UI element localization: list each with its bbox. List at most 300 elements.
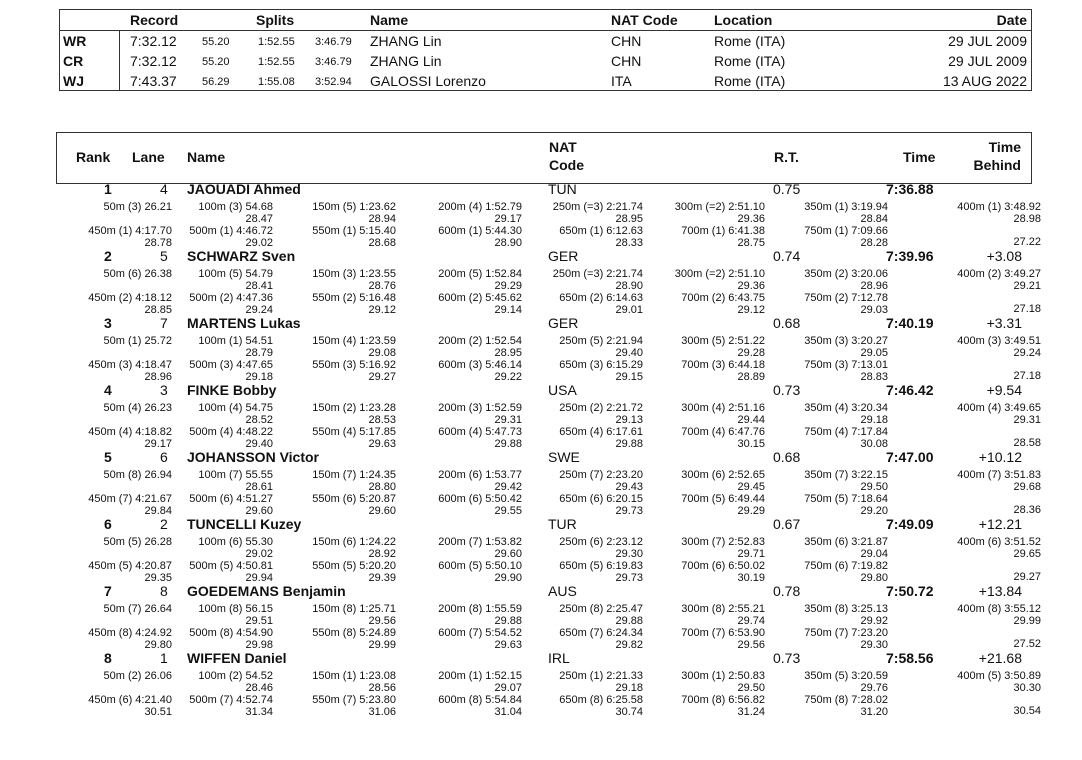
split-time: 50m (5) 26.28 [103,536,172,548]
split-time: 250m (5) 2:21.94 [559,335,643,347]
split-time: 250m (8) 2:25.47 [559,603,643,615]
split-time: 300m (8) 2:55.21 [681,603,765,615]
split-time: 750m (4) 7:17.84 [804,426,888,438]
split-time [1013,426,1041,437]
split-lap: 29.05 [860,347,888,359]
split-cell [88,359,172,383]
athlete-nat: SWE [548,449,580,465]
split-lap: 29.12 [737,304,765,316]
header-nat: NAT [549,139,577,155]
split-time: 50m (3) 26.21 [103,201,172,213]
split-cell [312,560,396,584]
split-cell [438,225,522,249]
split-lap: 28.75 [737,237,765,249]
split-cell [681,469,765,493]
split-lap: 28.96 [144,371,172,383]
athlete-rank: 8 [104,650,112,666]
split-lap: 30.54 [1013,705,1041,717]
split-lap: 28.96 [860,280,888,292]
athlete-time-behind: +10.12 [978,449,1022,465]
athlete-lane: 8 [160,583,168,599]
split-time: 350m (5) 3:20.59 [804,670,888,682]
split-lap: 29.90 [494,572,522,584]
split-lap: 29.35 [144,572,172,584]
athlete-lane: 3 [160,382,168,398]
athlete-time: 7:58.56 [886,650,934,666]
athlete-name: JOHANSSON Victor [187,449,319,465]
split-time: 400m (7) 3:51.83 [957,469,1041,481]
split-lap: 30.08 [860,438,888,450]
split-time: 550m (2) 5:16.48 [312,292,396,304]
athlete-rank: 3 [104,315,112,331]
records-column-divider [119,31,120,91]
split-time: 650m (4) 6:17.61 [559,426,643,438]
athlete-name: SCHWARZ Sven [187,248,296,264]
split-cell [104,335,172,347]
split-cell [681,603,765,627]
split-lap: 29.40 [615,347,643,359]
split-cell [804,335,888,359]
athlete-time: 7:39.96 [886,248,934,264]
split-cell [438,560,522,584]
split-lap: 29.74 [737,615,765,627]
split-cell [88,694,172,718]
split-time: 300m (4) 2:51.16 [681,402,765,414]
split-lap: 29.50 [737,682,765,694]
record-nat: ITA [611,73,632,89]
split-cell [681,292,765,316]
record-date: 29 JUL 2009 [948,53,1027,69]
split-cell [312,359,396,383]
split-cell [957,201,1041,225]
split-cell [104,268,172,280]
split-lap: 29.94 [245,572,273,584]
split-lap: 29.27 [1013,571,1041,583]
split-cell [438,426,522,450]
split-time [1013,493,1041,504]
split-lap: 28.41 [245,280,273,292]
record-type: WJ [63,73,84,89]
athlete-row [50,516,1040,583]
split-cell [312,493,396,517]
athlete-lane: 5 [160,248,168,264]
split-cell [681,694,765,718]
split-cell [198,402,273,426]
split-lap: 30.74 [615,706,643,718]
split-lap: 29.56 [737,639,765,651]
record-holder-name: ZHANG Lin [370,53,442,69]
split-time: 350m (7) 3:22.15 [804,469,888,481]
split-cell [438,402,522,426]
split-time: 550m (6) 5:20.87 [312,493,396,505]
split-time: 500m (3) 4:47.65 [189,359,273,371]
split-cell [681,225,765,249]
athlete-lane: 6 [160,449,168,465]
split-time: 300m (=2) 2:51.10 [674,268,765,280]
split-cell [198,603,273,627]
split-cell [88,292,172,316]
split-lap: 28.58 [1013,437,1041,449]
split-cell [1013,560,1041,583]
split-cell [438,627,522,651]
split-time: 150m (7) 1:24.35 [312,469,396,481]
split-cell [189,627,273,651]
record-location: Rome (ITA) [714,73,786,89]
split-time [1013,292,1041,303]
split-cell [104,402,172,414]
split-cell [312,335,396,359]
split-cell [804,402,888,426]
split-cell [804,493,888,517]
split-cell [559,292,643,316]
split-lap: 29.84 [144,505,172,517]
athlete-time: 7:50.72 [886,583,934,599]
split-cell [681,670,765,694]
split-time: 600m (7) 5:54.52 [438,627,522,639]
record-time: 7:32.12 [130,33,177,49]
athlete-name: FINKE Bobby [187,382,277,398]
split-lap: 29.63 [494,639,522,651]
split-time: 200m (1) 1:52.15 [438,670,522,682]
split-time: 750m (2) 7:12.78 [804,292,888,304]
split-time: 50m (8) 26.94 [103,469,172,481]
record-time: 7:43.37 [130,73,177,89]
split-cell [312,225,396,249]
split-cell [189,493,273,517]
athlete-reaction-time: 0.73 [773,382,801,398]
split-time: 450m (4) 4:18.82 [88,426,172,438]
split-lap: 28.46 [245,682,273,694]
split-lap: 31.06 [368,706,396,718]
split-cell [312,627,396,651]
split-cell [804,670,888,694]
split-time: 600m (4) 5:47.73 [438,426,522,438]
split-cell [804,359,888,383]
split-lap: 27.18 [1013,370,1041,382]
header-name: Name [187,149,226,165]
split-time: 450m (5) 4:20.87 [88,560,172,572]
split-cell [559,469,643,493]
split-lap: 29.56 [368,615,396,627]
split-lap: 31.24 [737,706,765,718]
split-cell [681,426,765,450]
split-time: 600m (5) 5:50.10 [438,560,522,572]
split-time: 200m (2) 1:52.54 [438,335,522,347]
split-cell [957,335,1041,359]
split-time: 150m (1) 1:23.08 [312,670,396,682]
split-lap: 29.73 [615,572,643,584]
split-time: 550m (5) 5:20.20 [312,560,396,572]
split-time: 400m (2) 3:49.27 [957,268,1041,280]
split-cell [104,201,172,213]
split-lap: 28.98 [1013,213,1041,225]
split-time: 700m (7) 6:53.90 [681,627,765,639]
split-time: 750m (1) 7:09.66 [804,225,888,237]
split-time: 750m (5) 7:18.64 [804,493,888,505]
split-lap: 29.28 [737,347,765,359]
split-lap: 28.68 [368,237,396,249]
records-header-date: Date [996,12,1027,28]
split-cell [559,670,643,694]
split-lap: 29.63 [368,438,396,450]
split-lap: 29.80 [860,572,888,584]
split-cell [198,469,273,493]
split-cell [88,560,172,584]
split-cell [198,670,273,694]
athlete-name: WIFFEN Daniel [187,650,287,666]
split-lap: 28.76 [368,280,396,292]
record-date: 29 JUL 2009 [948,33,1027,49]
header-code: Code [549,157,584,173]
split-time: 650m (6) 6:20.15 [559,493,643,505]
athlete-lane: 1 [160,650,168,666]
athlete-lane: 4 [160,181,168,197]
split-time: 650m (2) 6:14.63 [559,292,643,304]
record-split-1: 55.20 [202,56,230,68]
split-cell [804,469,888,493]
split-lap: 27.22 [1013,236,1041,248]
split-cell [312,694,396,718]
split-lap: 29.29 [737,505,765,517]
record-split-2: 1:55.08 [258,76,295,88]
split-lap: 28.80 [368,481,396,493]
split-cell [957,469,1041,493]
record-split-3: 3:46.79 [315,56,352,68]
athlete-time: 7:40.19 [886,315,934,331]
record-holder-name: GALOSSI Lorenzo [370,73,486,89]
athlete-reaction-time: 0.74 [773,248,801,264]
split-cell [553,268,643,292]
split-lap: 29.30 [615,548,643,560]
split-cell [681,359,765,383]
athlete-rank: 7 [104,583,112,599]
split-time: 50m (4) 26.23 [103,402,172,414]
split-lap: 29.24 [245,304,273,316]
split-cell [957,536,1041,560]
split-time: 700m (3) 6:44.18 [681,359,765,371]
split-time: 650m (3) 6:15.29 [559,359,643,371]
athlete-reaction-time: 0.78 [773,583,801,599]
split-time: 200m (8) 1:55.59 [438,603,522,615]
split-lap: 29.99 [368,639,396,651]
split-time: 150m (4) 1:23.59 [312,335,396,347]
split-cell [88,225,172,249]
athlete-time: 7:49.09 [886,516,934,532]
split-time: 350m (4) 3:20.34 [804,402,888,414]
record-location: Rome (ITA) [714,53,786,69]
header-time: Time [903,149,936,165]
split-time: 500m (6) 4:51.27 [189,493,273,505]
split-cell [553,201,643,225]
header-rank: Rank [76,149,111,165]
split-lap: 29.44 [737,414,765,426]
split-lap: 29.13 [615,414,643,426]
record-split-2: 1:52.55 [258,36,295,48]
records-table [59,9,1032,91]
split-cell [198,335,273,359]
split-time: 200m (5) 1:52.84 [438,268,522,280]
split-time: 300m (7) 2:52.83 [681,536,765,548]
split-cell [438,201,522,225]
header-lane: Lane [132,149,165,165]
split-time: 650m (5) 6:19.83 [559,560,643,572]
athlete-time: 7:47.00 [886,449,934,465]
split-lap: 29.03 [860,304,888,316]
split-cell [957,268,1041,292]
record-type: CR [63,53,84,69]
athlete-rank: 5 [104,449,112,465]
split-cell [804,201,888,225]
athlete-row [50,382,1040,449]
split-lap: 29.24 [1013,347,1041,359]
split-cell [189,426,273,450]
athlete-reaction-time: 0.67 [773,516,801,532]
split-time: 200m (4) 1:52.79 [438,201,522,213]
split-time: 150m (8) 1:25.71 [312,603,396,615]
split-time: 750m (7) 7:23.20 [804,627,888,639]
split-time: 600m (8) 5:54.84 [438,694,522,706]
split-lap: 28.85 [144,304,172,316]
split-cell [957,603,1041,627]
athlete-nat: IRL [548,650,570,666]
split-time: 350m (2) 3:20.06 [804,268,888,280]
split-time: 100m (5) 54.79 [198,268,273,280]
split-lap: 29.40 [245,438,273,450]
athlete-rank: 4 [104,382,112,398]
split-time: 500m (7) 4:52.74 [189,694,273,706]
split-lap: 29.39 [368,572,396,584]
split-lap: 29.17 [144,438,172,450]
split-cell [681,335,765,359]
split-cell [559,536,643,560]
split-cell [312,426,396,450]
split-lap: 27.52 [1013,638,1041,650]
split-cell [312,292,396,316]
split-time: 50m (2) 26.06 [103,670,172,682]
split-time: 550m (4) 5:17.85 [312,426,396,438]
split-cell [559,402,643,426]
split-lap: 29.71 [737,548,765,560]
split-cell [681,493,765,517]
split-lap: 29.73 [615,505,643,517]
split-lap: 28.89 [737,371,765,383]
split-lap: 28.28 [860,237,888,249]
split-cell [804,268,888,292]
athlete-name: GOEDEMANS Benjamin [187,583,346,599]
split-time: 750m (6) 7:19.82 [804,560,888,572]
athlete-row [50,583,1040,650]
split-time: 550m (8) 5:24.89 [312,627,396,639]
athlete-row [50,181,1040,248]
records-header-location: Location [714,12,773,28]
split-cell [189,225,273,249]
records-header-nat: NAT Code [611,12,678,28]
split-time: 100m (6) 55.30 [198,536,273,548]
split-lap: 28.95 [615,213,643,225]
header-time-behind-2: Behind [973,157,1021,173]
athlete-nat: USA [548,382,577,398]
split-time: 600m (3) 5:46.14 [438,359,522,371]
split-time: 450m (2) 4:18.12 [88,292,172,304]
split-cell [438,359,522,383]
split-cell [104,603,172,615]
split-lap: 30.15 [737,438,765,450]
record-nat: CHN [611,53,642,69]
split-lap: 29.51 [245,615,273,627]
split-time: 550m (7) 5:23.80 [312,694,396,706]
athlete-rank: 1 [104,181,112,197]
split-time: 450m (7) 4:21.67 [88,493,172,505]
split-time: 250m (6) 2:23.12 [559,536,643,548]
athlete-time-behind: +3.31 [986,315,1022,331]
split-cell [804,225,888,249]
split-time: 500m (4) 4:48.22 [189,426,273,438]
split-cell [559,335,643,359]
split-cell [104,536,172,548]
split-cell [559,426,643,450]
split-time: 550m (3) 5:16.92 [312,359,396,371]
split-lap: 29.99 [1013,615,1041,627]
athlete-name: MARTENS Lukas [187,315,301,331]
record-split-1: 56.29 [202,76,230,88]
split-time: 350m (3) 3:20.27 [804,335,888,347]
split-time: 700m (5) 6:49.44 [681,493,765,505]
split-cell [312,402,396,426]
split-time: 650m (1) 6:12.63 [559,225,643,237]
split-time: 250m (2) 2:21.72 [559,402,643,414]
split-lap: 28.47 [245,213,273,225]
split-lap: 29.88 [615,438,643,450]
record-row-wj [60,71,1031,91]
split-time: 400m (5) 3:50.89 [957,670,1041,682]
athlete-row [50,315,1040,382]
split-lap: 29.12 [368,304,396,316]
split-time: 100m (2) 54.52 [198,670,273,682]
split-cell [104,670,172,682]
split-cell [1013,627,1041,650]
split-cell [675,268,765,292]
split-time: 450m (8) 4:24.92 [88,627,172,639]
split-lap: 31.34 [245,706,273,718]
athlete-name: JAOUADI Ahmed [187,181,301,197]
split-lap: 28.84 [860,213,888,225]
split-cell [1013,292,1041,315]
split-time: 300m (1) 2:50.83 [681,670,765,682]
split-cell [681,402,765,426]
split-lap: 28.53 [368,414,396,426]
record-time: 7:32.12 [130,53,177,69]
split-lap: 28.94 [368,213,396,225]
split-lap: 29.82 [615,639,643,651]
split-cell [312,268,396,292]
athlete-reaction-time: 0.75 [773,181,801,197]
athlete-time: 7:46.42 [886,382,934,398]
split-cell [438,292,522,316]
split-cell [198,536,273,560]
split-lap: 29.01 [615,304,643,316]
split-time: 150m (5) 1:23.62 [312,201,396,213]
split-cell [312,536,396,560]
split-lap: 29.42 [494,481,522,493]
split-lap: 31.04 [494,706,522,718]
split-time: 500m (5) 4:50.81 [189,560,273,572]
split-time: 750m (8) 7:28.02 [804,694,888,706]
athlete-reaction-time: 0.73 [773,650,801,666]
split-time: 550m (1) 5:15.40 [312,225,396,237]
record-split-2: 1:52.55 [258,56,295,68]
split-lap: 29.50 [860,481,888,493]
split-time: 250m (7) 2:23.20 [559,469,643,481]
